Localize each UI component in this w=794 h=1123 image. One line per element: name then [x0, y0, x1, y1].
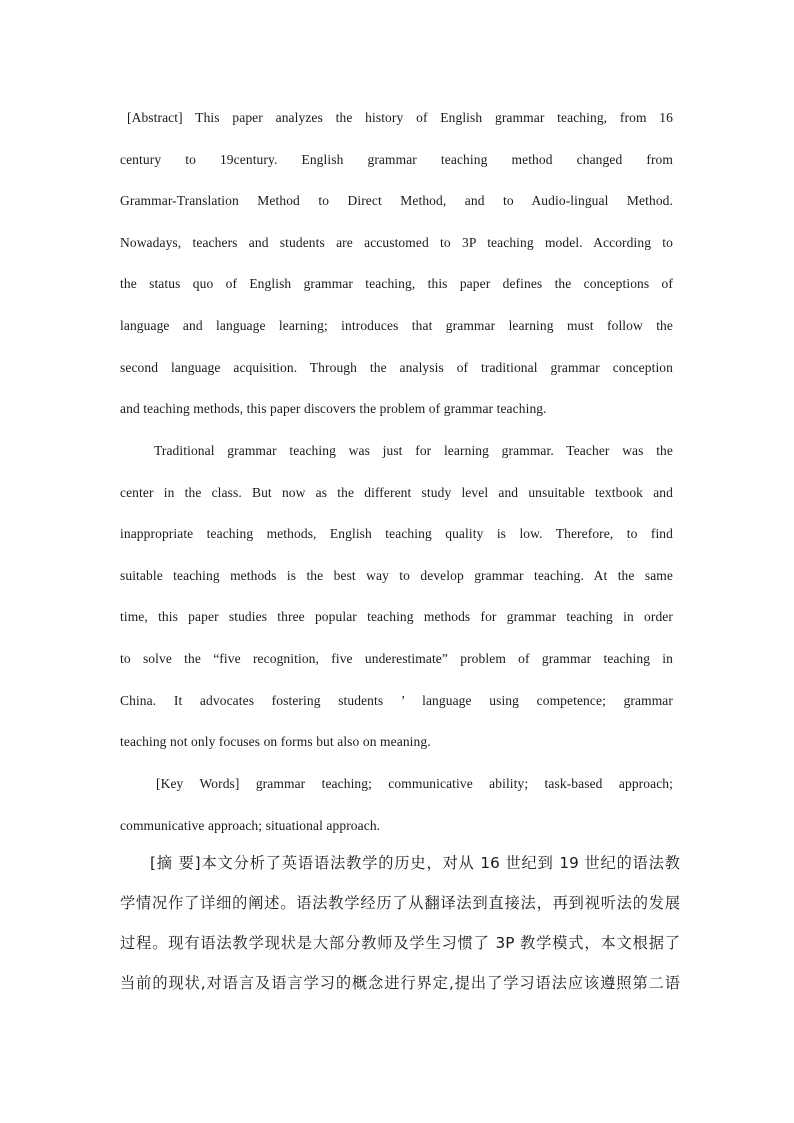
paragraph2-en-line: inappropriate teaching methods, English teaching quality is low. Therefore, to find	[120, 526, 673, 542]
abstract-zh-line: 当前的现状,对语言及语言学习的概念进行界定,提出了学习语法应该遵照第二语	[120, 974, 680, 992]
keywords-en-line: [Key Words] grammar teaching; communicative ability; task-based approach;	[156, 776, 673, 791]
abstract-en-line: Grammar-Translation Method to Direct Method, and to Audio-lingual Method.	[120, 193, 673, 209]
paragraph2-en-line: to solve the “five recognition, five underestimate” problem of grammar teaching in	[120, 650, 673, 666]
abstract-en-line: and teaching methods, this paper discovers the problem of grammar teaching.	[120, 401, 547, 417]
abstract-en-line: second language acquisition. Through the analysis of traditional grammar conception	[120, 359, 673, 375]
keywords-en-line: communicative approach; situational approach.	[120, 817, 381, 833]
abstract-en-line: [Abstract] This paper analyzes the history of English grammar teaching, from 16	[127, 110, 673, 125]
paragraph2-en-line: center in the class. But now as the different study level and unsuitable textbook and	[120, 484, 673, 500]
keywords-en-paragraph	[120, 763, 673, 846]
paragraph2-en	[120, 430, 673, 763]
abstract-en-line: Nowadays, teachers and students are accustomed to 3P teaching model. According to	[120, 234, 673, 250]
paragraph2-en-line: suitable teaching methods is the best way to develop grammar teaching. At the same	[120, 567, 673, 583]
abstract-zh-line: 过程。现有语法教学现状是大部分教师及学生习惯了 3P 教学模式，本文根据了	[120, 934, 680, 952]
paragraph2-en-line: Traditional grammar teaching was just for learning grammar. Teacher was the	[154, 443, 673, 458]
abstract-zh-line: 学情况作了详细的阐述。语法教学经历了从翻译法到直接法，再到视听法的发展	[120, 894, 680, 912]
paragraph2-en-line: China. It advocates fostering students ’ language using competence; grammar	[120, 692, 673, 708]
abstract-en-line: century to 19century. English grammar teaching method changed from	[120, 151, 673, 167]
paragraph2-en-line: teaching not only focuses on forms but also on meaning.	[120, 734, 431, 750]
abstract-en-line: the status quo of English grammar teaching, this paper defines the conceptions of	[120, 276, 673, 292]
abstract-zh-line: [摘 要]本文分析了英语语法教学的历史，对从 16 世纪到 19 世纪的语法教	[150, 854, 680, 872]
abstract-zh-paragraph	[120, 843, 680, 1003]
abstract-en-paragraph	[120, 97, 673, 430]
abstract-en-line: language and language learning; introduces that grammar learning must follow the	[120, 317, 673, 333]
paragraph2-en-line: time, this paper studies three popular teaching methods for grammar teaching in order	[120, 609, 673, 625]
